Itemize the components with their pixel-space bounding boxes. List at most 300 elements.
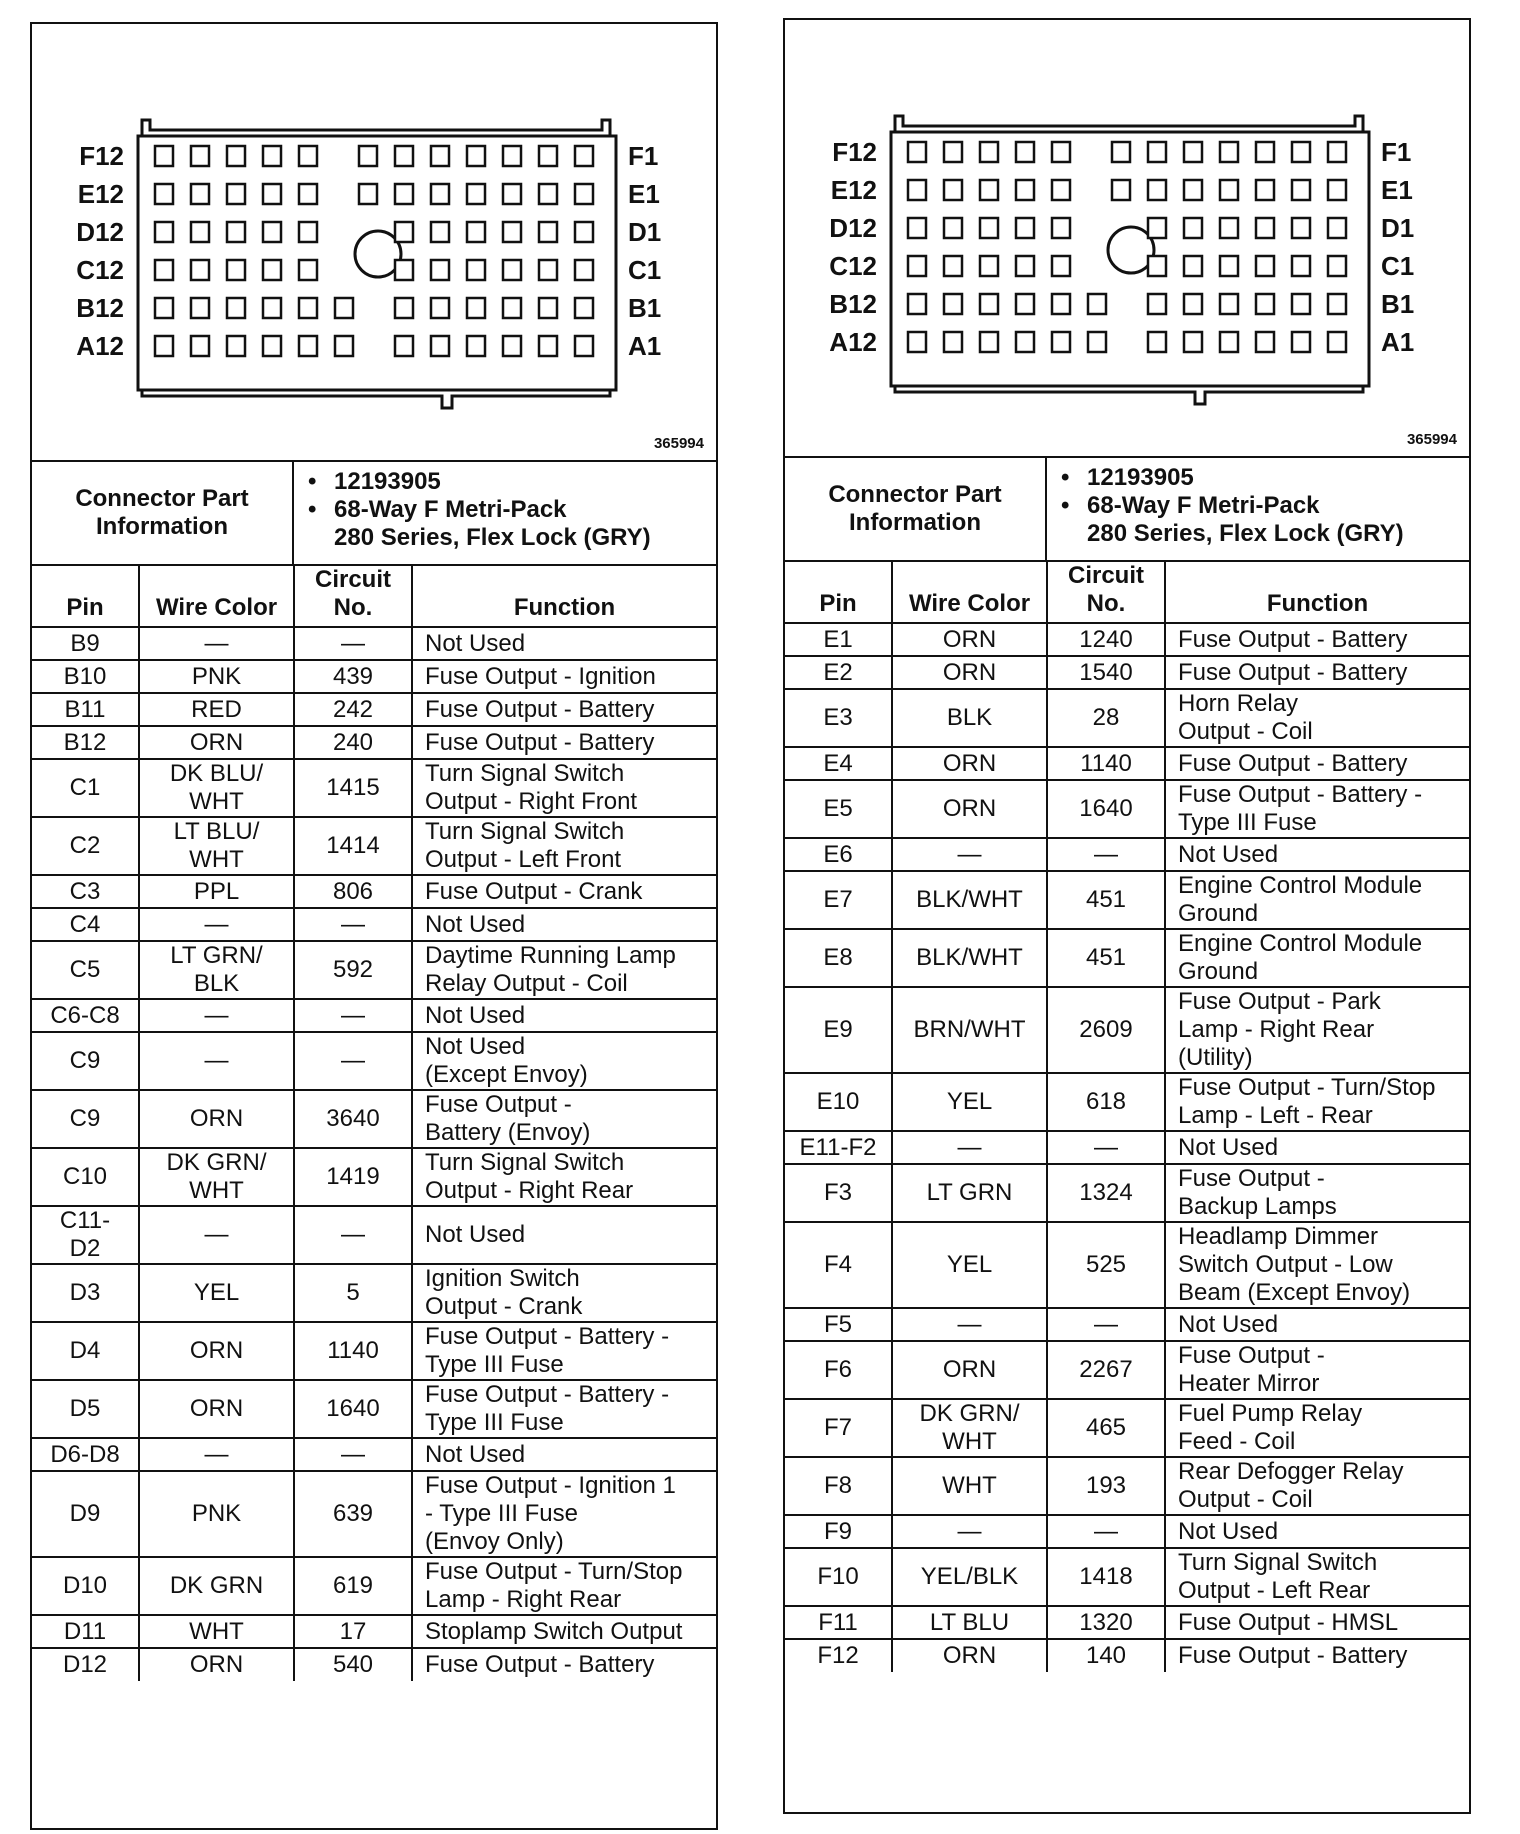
pin-cell: C6-C8: [32, 999, 139, 1032]
pin-cell: C10: [32, 1148, 139, 1206]
circuit-cell: —: [1047, 1515, 1165, 1548]
header-circuit: Circuit No.: [1047, 562, 1165, 623]
pin-cavity: [1184, 218, 1202, 238]
circuit-cell: —: [294, 1206, 412, 1264]
table-row: [785, 747, 1469, 780]
wire-color-cell: —: [139, 1206, 294, 1264]
circuit-cell: 639: [294, 1471, 412, 1557]
pin-cavity: [227, 260, 245, 280]
table-row: [32, 875, 716, 908]
wire-color-cell: PPL: [139, 875, 294, 908]
pin-cavity: [503, 336, 521, 356]
row-label-left: E12: [77, 179, 124, 209]
circuit-cell: 242: [294, 693, 412, 726]
pin-cavity: [299, 260, 317, 280]
circuit-cell: 619: [294, 1557, 412, 1615]
table-row: [32, 1032, 716, 1090]
latch-top: [142, 120, 610, 136]
pin-cavity: [944, 142, 962, 162]
circuit-cell: 17: [294, 1615, 412, 1648]
wire-color-cell: YEL/BLK: [892, 1548, 1047, 1606]
pin-cavity: [431, 222, 449, 242]
pin-cell: E7: [785, 871, 892, 929]
pin-cell: C1: [32, 759, 139, 817]
table-row: [785, 1606, 1469, 1639]
wire-color-cell: —: [139, 1438, 294, 1471]
wire-color-cell: DK BLU/ WHT: [139, 759, 294, 817]
pin-cavity: [503, 146, 521, 166]
function-cell: Fuse Output - Battery - Type III Fuse: [412, 1322, 716, 1380]
pin-cavity: [431, 298, 449, 318]
circuit-cell: 1540: [1047, 656, 1165, 689]
pin-cavity: [155, 260, 173, 280]
wire-color-cell: ORN: [892, 1639, 1047, 1672]
pin-cavity: [191, 222, 209, 242]
function-cell: Engine Control Module Ground: [1165, 871, 1469, 929]
circuit-cell: 1324: [1047, 1164, 1165, 1222]
pin-cavity: [1016, 332, 1034, 352]
row-label-right: C1: [628, 255, 662, 285]
pin-cavity: [1292, 142, 1310, 162]
table-row: [32, 1380, 716, 1438]
pin-cavity: [575, 146, 593, 166]
pin-cavity: [1016, 180, 1034, 200]
pin-cavity: [1052, 294, 1070, 314]
pin-cavity: [980, 294, 998, 314]
function-cell: Turn Signal Switch Output - Right Front: [412, 759, 716, 817]
pin-cavity: [1256, 256, 1274, 276]
latch-bottom: [142, 390, 610, 408]
pin-cavity: [227, 184, 245, 204]
function-cell: Stoplamp Switch Output: [412, 1615, 716, 1648]
pin-cavity: [467, 298, 485, 318]
pin-cavity: [1052, 142, 1070, 162]
pin-cavity: [191, 146, 209, 166]
wire-color-cell: LT GRN/ BLK: [139, 941, 294, 999]
pin-cell: C5: [32, 941, 139, 999]
circuit-cell: 451: [1047, 871, 1165, 929]
circuit-cell: 592: [294, 941, 412, 999]
header-function: Function: [1165, 562, 1469, 623]
pin-cavity: [359, 184, 377, 204]
pin-cavity: [908, 142, 926, 162]
pin-cavity: [263, 336, 281, 356]
function-cell: Fuse Output - Battery: [1165, 656, 1469, 689]
pin-cavity: [575, 336, 593, 356]
latch-bottom: [895, 386, 1363, 404]
wire-color-cell: ORN: [892, 747, 1047, 780]
function-cell: Engine Control Module Ground: [1165, 929, 1469, 987]
pin-cell: F11: [785, 1606, 892, 1639]
function-cell: Fuse Output - Battery: [412, 693, 716, 726]
wire-color-cell: ORN: [139, 1090, 294, 1148]
connector-diagram: [785, 20, 1469, 458]
pin-cavity: [1256, 180, 1274, 200]
pin-cavity: [395, 184, 413, 204]
part-description-line1: • 68-Way F Metri-Pack: [1087, 492, 1469, 520]
wire-color-cell: —: [892, 1131, 1047, 1164]
connector-part-values: [1047, 458, 1469, 560]
function-cell: Fuse Output - Battery - Type III Fuse: [412, 1380, 716, 1438]
function-cell: Fuse Output - Turn/Stop Lamp - Right Rear: [412, 1557, 716, 1615]
pin-cell: F9: [785, 1515, 892, 1548]
pin-cavity: [1016, 256, 1034, 276]
row-label-left: A12: [829, 327, 877, 357]
pinout-table: [785, 562, 1469, 1672]
pin-cell: D5: [32, 1380, 139, 1438]
circuit-cell: 1140: [1047, 747, 1165, 780]
pin-cavity: [1328, 332, 1346, 352]
left-connector-panel: [30, 22, 718, 1830]
pin-cell: D11: [32, 1615, 139, 1648]
function-cell: Fuse Output - Backup Lamps: [1165, 1164, 1469, 1222]
function-cell: Not Used: [412, 627, 716, 660]
pin-cavity: [503, 298, 521, 318]
pin-cavity: [467, 146, 485, 166]
table-row: [785, 1639, 1469, 1672]
table-row: [785, 656, 1469, 689]
pin-cavity: [299, 298, 317, 318]
pin-cell: B11: [32, 693, 139, 726]
table-row: [32, 1648, 716, 1681]
table-row: [32, 1148, 716, 1206]
row-label-left: F12: [79, 141, 124, 171]
function-cell: Turn Signal Switch Output - Right Rear: [412, 1148, 716, 1206]
pin-cavity: [263, 146, 281, 166]
table-row: [785, 929, 1469, 987]
part-description-line2: 280 Series, Flex Lock (GRY): [1087, 520, 1404, 547]
pin-cavity: [980, 142, 998, 162]
wire-color-cell: —: [139, 999, 294, 1032]
pin-cavity: [359, 146, 377, 166]
pin-cavity: [299, 336, 317, 356]
table-row: [32, 817, 716, 875]
pin-cell: E9: [785, 987, 892, 1073]
pin-cavity: [1292, 218, 1310, 238]
pin-cavity: [1256, 218, 1274, 238]
table-row: [785, 1457, 1469, 1515]
table-row: [32, 1471, 716, 1557]
pin-cavity: [1088, 332, 1106, 352]
function-cell: Fuse Output - Park Lamp - Right Rear (Utility): [1165, 987, 1469, 1073]
pin-cell: F3: [785, 1164, 892, 1222]
wire-color-cell: YEL: [892, 1222, 1047, 1308]
function-cell: Fuse Output - Turn/Stop Lamp - Left - Rear: [1165, 1073, 1469, 1131]
circuit-cell: —: [294, 1032, 412, 1090]
pin-cavity: [1292, 294, 1310, 314]
table-row: [785, 1515, 1469, 1548]
circuit-cell: 1640: [1047, 780, 1165, 838]
row-label-right: B1: [628, 293, 662, 323]
table-row: [32, 1438, 716, 1471]
wire-color-cell: —: [139, 627, 294, 660]
pin-cavity: [1256, 142, 1274, 162]
wire-color-cell: LT GRN: [892, 1164, 1047, 1222]
wire-color-cell: YEL: [892, 1073, 1047, 1131]
row-label-left: C12: [829, 251, 877, 281]
pin-cavity: [539, 184, 557, 204]
circuit-cell: 525: [1047, 1222, 1165, 1308]
pin-cavity: [980, 180, 998, 200]
circuit-cell: 439: [294, 660, 412, 693]
function-cell: Fuse Output - HMSL: [1165, 1606, 1469, 1639]
pin-cavity: [155, 298, 173, 318]
pin-cavity: [503, 222, 521, 242]
pin-cavity: [191, 298, 209, 318]
figure-number: 365994: [1406, 431, 1457, 448]
circuit-cell: 451: [1047, 929, 1165, 987]
connector-face: [785, 20, 1469, 456]
pin-cavity: [1016, 294, 1034, 314]
row-label-left: B12: [76, 293, 124, 323]
pin-cavity: [575, 184, 593, 204]
table-row: [785, 689, 1469, 747]
latch-top: [895, 116, 1363, 132]
part-number: • 12193905: [334, 468, 716, 496]
function-cell: Fuse Output - Battery: [1165, 1639, 1469, 1672]
wire-color-cell: DK GRN/ WHT: [139, 1148, 294, 1206]
circuit-cell: —: [1047, 1308, 1165, 1341]
function-cell: Fuse Output - Crank: [412, 875, 716, 908]
circuit-cell: —: [294, 627, 412, 660]
connector-part-label: Connector Part Information: [32, 462, 294, 564]
circuit-cell: 5: [294, 1264, 412, 1322]
row-label-right: A1: [628, 331, 662, 361]
row-label-right: D1: [628, 217, 662, 247]
pin-cavity: [539, 298, 557, 318]
table-row: [32, 693, 716, 726]
function-cell: Not Used: [412, 999, 716, 1032]
circuit-cell: 1414: [294, 817, 412, 875]
pin-cavity: [395, 298, 413, 318]
function-cell: Turn Signal Switch Output - Left Rear: [1165, 1548, 1469, 1606]
pin-cell: C9: [32, 1032, 139, 1090]
wire-color-cell: DK GRN: [139, 1557, 294, 1615]
row-label-left: D12: [829, 213, 877, 243]
pin-cavity: [1220, 180, 1238, 200]
pin-cavity: [575, 260, 593, 280]
wire-color-cell: ORN: [139, 1648, 294, 1681]
header-pin: Pin: [785, 562, 892, 623]
wire-color-cell: PNK: [139, 660, 294, 693]
pin-cavity: [191, 260, 209, 280]
table-row: [32, 1264, 716, 1322]
circuit-cell: 806: [294, 875, 412, 908]
pin-cell: C3: [32, 875, 139, 908]
wire-color-cell: LT BLU: [892, 1606, 1047, 1639]
pin-cell: C4: [32, 908, 139, 941]
pin-cavity: [395, 336, 413, 356]
pin-cell: B10: [32, 660, 139, 693]
table-row: [785, 1164, 1469, 1222]
pin-cavity: [1148, 256, 1166, 276]
circuit-cell: 1640: [294, 1380, 412, 1438]
function-cell: Fuel Pump Relay Feed - Coil: [1165, 1399, 1469, 1457]
pin-cavity: [191, 336, 209, 356]
function-cell: Fuse Output - Battery - Type III Fuse: [1165, 780, 1469, 838]
pin-cell: C2: [32, 817, 139, 875]
pin-cell: C9: [32, 1090, 139, 1148]
function-cell: Fuse Output - Battery: [412, 726, 716, 759]
table-row: [32, 1615, 716, 1648]
pin-cavity: [1256, 332, 1274, 352]
wire-color-cell: BLK/WHT: [892, 929, 1047, 987]
row-label-right: F1: [1381, 137, 1412, 167]
figure-number: 365994: [653, 435, 704, 452]
circuit-cell: 618: [1047, 1073, 1165, 1131]
pin-cavity: [155, 336, 173, 356]
table-row: [32, 1090, 716, 1148]
pin-cavity: [467, 260, 485, 280]
pin-cavity: [908, 180, 926, 200]
pin-cavity: [1184, 142, 1202, 162]
table-row: [785, 1308, 1469, 1341]
pin-cavity: [1052, 332, 1070, 352]
circuit-cell: —: [294, 1438, 412, 1471]
table-row: [32, 941, 716, 999]
function-cell: Rear Defogger Relay Output - Coil: [1165, 1457, 1469, 1515]
pin-cavity: [1016, 142, 1034, 162]
pin-cavity: [1220, 294, 1238, 314]
part-description-line2: 280 Series, Flex Lock (GRY): [334, 524, 651, 551]
table-row: [785, 987, 1469, 1073]
wire-color-cell: YEL: [139, 1264, 294, 1322]
pin-cell: F7: [785, 1399, 892, 1457]
pin-cavity: [227, 298, 245, 318]
pin-cell: B9: [32, 627, 139, 660]
pin-cavity: [1088, 294, 1106, 314]
circuit-cell: 28: [1047, 689, 1165, 747]
row-label-right: F1: [628, 141, 659, 171]
pin-cell: D10: [32, 1557, 139, 1615]
wire-color-cell: DK GRN/ WHT: [892, 1399, 1047, 1457]
function-cell: Not Used: [1165, 1131, 1469, 1164]
pin-cell: F4: [785, 1222, 892, 1308]
pin-cell: E10: [785, 1073, 892, 1131]
pin-cavity: [1184, 180, 1202, 200]
pin-cavity: [395, 222, 413, 242]
pin-cell: B12: [32, 726, 139, 759]
wire-color-cell: —: [892, 1515, 1047, 1548]
table-row: [785, 623, 1469, 656]
function-cell: Horn Relay Output - Coil: [1165, 689, 1469, 747]
pin-cavity: [395, 146, 413, 166]
wire-color-cell: —: [139, 908, 294, 941]
pin-cavity: [1148, 180, 1166, 200]
function-cell: Not Used: [412, 908, 716, 941]
pin-cavity: [263, 298, 281, 318]
connector-part-label: Connector Part Information: [785, 458, 1047, 560]
pin-cavity: [263, 222, 281, 242]
pin-cavity: [1220, 218, 1238, 238]
pin-cavity: [1220, 332, 1238, 352]
connector-diagram: [32, 24, 716, 462]
row-label-left: C12: [76, 255, 124, 285]
pin-cavity: [335, 298, 353, 318]
pin-cavity: [980, 332, 998, 352]
pin-cavity: [431, 146, 449, 166]
pin-cell: E3: [785, 689, 892, 747]
wire-color-cell: WHT: [892, 1457, 1047, 1515]
pin-cavity: [1184, 294, 1202, 314]
pin-cell: D9: [32, 1471, 139, 1557]
pin-cavity: [1292, 256, 1310, 276]
row-label-right: E1: [1381, 175, 1413, 205]
wire-color-cell: BLK: [892, 689, 1047, 747]
pin-cavity: [395, 260, 413, 280]
function-cell: Not Used: [1165, 1308, 1469, 1341]
function-cell: Fuse Output - Ignition 1 - Type III Fuse (Envoy Only): [412, 1471, 716, 1557]
pin-cell: E1: [785, 623, 892, 656]
pin-cavity: [1052, 256, 1070, 276]
wire-color-cell: —: [892, 838, 1047, 871]
function-cell: Fuse Output - Heater Mirror: [1165, 1341, 1469, 1399]
wire-color-cell: ORN: [892, 780, 1047, 838]
pin-cavity: [1328, 180, 1346, 200]
pin-cavity: [227, 146, 245, 166]
pin-cell: F12: [785, 1639, 892, 1672]
function-cell: Ignition Switch Output - Crank: [412, 1264, 716, 1322]
pin-cell: C11- D2: [32, 1206, 139, 1264]
table-row: [785, 1548, 1469, 1606]
circuit-cell: —: [1047, 1131, 1165, 1164]
wire-color-cell: PNK: [139, 1471, 294, 1557]
function-cell: Not Used: [412, 1438, 716, 1471]
pin-cavity: [908, 332, 926, 352]
pin-cavity: [1148, 294, 1166, 314]
pin-cavity: [1148, 218, 1166, 238]
pin-cavity: [1184, 332, 1202, 352]
wire-color-cell: ORN: [139, 1380, 294, 1438]
row-label-right: C1: [1381, 251, 1415, 281]
pin-cell: E4: [785, 747, 892, 780]
function-cell: Fuse Output - Battery: [1165, 747, 1469, 780]
pin-cavity: [431, 336, 449, 356]
table-row: [785, 1399, 1469, 1457]
circuit-cell: 1415: [294, 759, 412, 817]
pin-cavity: [944, 218, 962, 238]
pin-cavity: [944, 180, 962, 200]
header-wire-color: Wire Color: [139, 566, 294, 627]
pin-cell: E11-F2: [785, 1131, 892, 1164]
header-function: Function: [412, 566, 716, 627]
row-label-left: E12: [830, 175, 877, 205]
pin-cavity: [155, 184, 173, 204]
wire-color-cell: WHT: [139, 1615, 294, 1648]
row-label-right: B1: [1381, 289, 1415, 319]
pin-cavity: [980, 256, 998, 276]
circuit-cell: 3640: [294, 1090, 412, 1148]
row-label-right: E1: [628, 179, 660, 209]
pin-cell: F6: [785, 1341, 892, 1399]
function-cell: Not Used: [1165, 1515, 1469, 1548]
pin-cavity: [908, 256, 926, 276]
pin-cavity: [503, 260, 521, 280]
pin-cell: D3: [32, 1264, 139, 1322]
pin-cavity: [980, 218, 998, 238]
pin-cell: D6-D8: [32, 1438, 139, 1471]
pin-cavity: [1292, 180, 1310, 200]
table-row: [785, 1073, 1469, 1131]
table-row: [785, 1341, 1469, 1399]
row-label-left: A12: [76, 331, 124, 361]
wire-color-cell: ORN: [139, 726, 294, 759]
table-row: [32, 660, 716, 693]
connector-part-info: [785, 458, 1469, 562]
pin-cavity: [503, 184, 521, 204]
pin-cavity: [467, 222, 485, 242]
table-row: [32, 726, 716, 759]
